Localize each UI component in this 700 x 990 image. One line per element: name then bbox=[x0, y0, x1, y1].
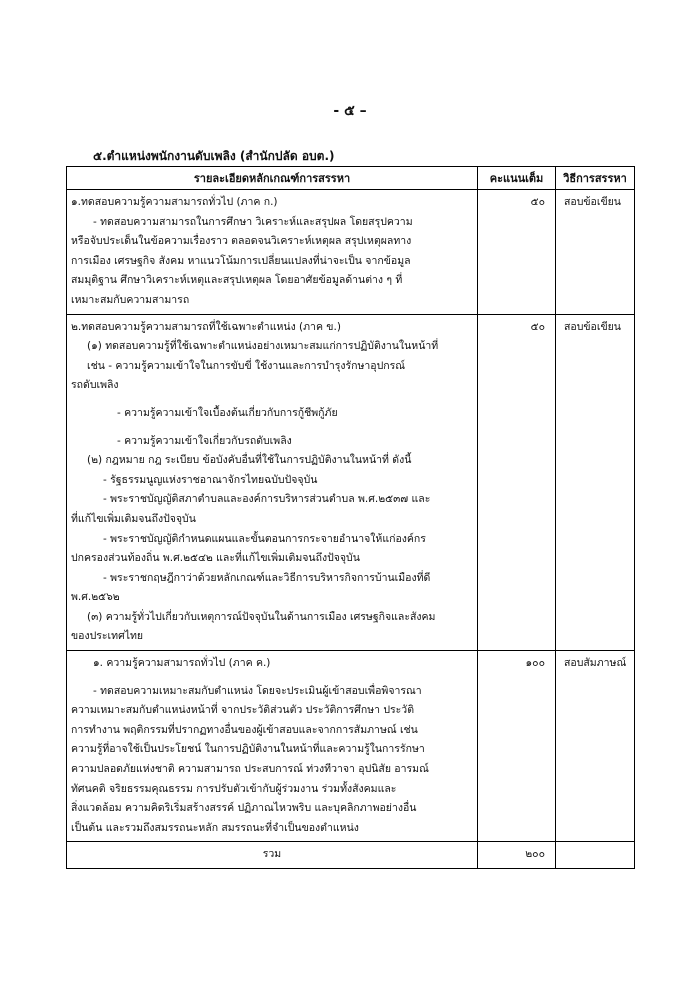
part-c-line: ความเหมาะสมกับตำแหน่งหน้าที่ จากประวัติส่วนตัว ประวัติการศึกษา ประวัติ bbox=[71, 704, 415, 717]
part-a-line: - ทดสอบความสามารถในการศึกษา วิเคราะห์และสรุปผล โดยสรุปความ bbox=[93, 215, 413, 228]
part-b-item1-line: รถดับเพลิง bbox=[71, 379, 119, 392]
table-row-part-a bbox=[67, 190, 635, 315]
part-b-score: ๕๐ bbox=[478, 314, 556, 651]
header-method: วิธีการสรรหา bbox=[556, 167, 635, 190]
total-score: ๒๐๐ bbox=[478, 842, 556, 869]
table-row-part-b bbox=[67, 314, 635, 651]
part-b-bullet: - ความรู้ความเข้าใจเบื้องต้นเกี่ยวกับการกู้ชีพกู้ภัย bbox=[117, 406, 338, 419]
part-c-title: ๑. ความรู้ความสามารถทั่วไป (ภาค ค.) bbox=[93, 657, 271, 670]
part-c-line: ความรู้ที่อาจใช้เป็นประโยชน์ ในการปฏิบัติงานในหน้าที่และความรู้ในการรักษา bbox=[71, 743, 425, 756]
part-a-title: ๑.ทดสอบความรู้ความสามารถทั่วไป (ภาค ก.) bbox=[71, 196, 278, 208]
part-b-item2-line: พ.ศ.๒๕๖๒ bbox=[71, 591, 120, 604]
part-a-line: สมมุติฐาน ศึกษาวิเคราะห์เหตุและสรุปเหตุผล โดยอาศัยข้อมูลด้านต่าง ๆ ที่ bbox=[71, 274, 403, 287]
header-full-score: คะแนนเต็ม bbox=[478, 167, 556, 190]
part-b-item2-line: - พระราชบัญญัติสภาตำบลและองค์การบริหารส่วนตำบล พ.ศ.๒๕๓๗ และ bbox=[103, 493, 431, 506]
part-b-item2-line: - พระราชบัญญัติกำหนดแผนและขั้นตอนการกระจายอำนาจให้แก่องค์กร bbox=[103, 532, 426, 545]
part-b-bullet: - ความรู้ความเข้าใจเกี่ยวกับรถดับเพลิง bbox=[117, 434, 292, 447]
part-b-item1-line: (๑) ทดสอบความรู้ที่ใช้เฉพาะตำแหน่งอย่างเหมาะสมแก่การปฏิบัติงานในหน้าที่ bbox=[87, 340, 439, 353]
part-c-method: สอบสัมภาษณ์ bbox=[556, 651, 635, 842]
part-c-line: - ทดสอบความเหมาะสมกับตำแหน่ง โดยจะประเมินผู้เข้าสอบเพื่อพิจารณา bbox=[93, 684, 422, 697]
part-b-item1-line: เช่น - ความรู้ความเข้าใจในการขับขี่ ใช้งานและการบำรุงรักษาอุปกรณ์ bbox=[87, 359, 406, 372]
part-b-method: สอบข้อเขียน bbox=[556, 314, 635, 651]
total-label: รวม bbox=[67, 842, 478, 869]
part-a-method: สอบข้อเขียน bbox=[556, 190, 635, 315]
section-title: ๕.ตำแหน่งพนักงานดับเพลิง (สำนักปลัด อบต.) bbox=[93, 149, 335, 163]
part-c-line: ทัศนคติ จริยธรรมคุณธรรม การปรับตัวเข้ากับผู้ร่วมงาน ร่วมทั้งสังคมและ bbox=[71, 782, 397, 795]
part-b-item3-line: (๓) ความรู้ทั่วไปเกี่ยวกับเหตุการณ์ปัจจุบันในด้านการเมือง เศรษฐกิจและสังคม bbox=[87, 610, 436, 623]
part-a-line: หรือจับประเด็นในข้อความเรื่องราว ตลอดจนวิเคราะห์เหตุผล สรุปเหตุผลทาง bbox=[71, 235, 412, 248]
part-c-line: สิ่งแวดล้อม ความคิดริเริ่มสร้างสรรค์ ปฏิภาณไหวพริบ และบุคลิกภาพอย่างอื่น bbox=[71, 802, 417, 815]
part-a-line: เหมาะสมกับความสามารถ bbox=[71, 293, 190, 306]
part-a-line: การเมือง เศรษฐกิจ สังคม หาแนวโน้มการเปลี่ยนแปลงที่น่าจะเป็น จากข้อมูล bbox=[71, 254, 411, 267]
table-row-part-c bbox=[67, 651, 635, 842]
table-header-row bbox=[67, 167, 635, 190]
table-row-total bbox=[67, 842, 635, 869]
part-b-title: ๒.ทดสอบความรู้ความสามารถที่ใช้เฉพาะตำแหน่ง (ภาค ข.) bbox=[71, 320, 341, 333]
part-c-line: ความปลอดภัยแห่งชาติ ความสามารถ ประสบการณ์ ท่วงทีวาจา อุปนิสัย อารมณ์ bbox=[71, 763, 429, 776]
part-a-details bbox=[67, 190, 478, 315]
part-c-line: เป็นต้น และรวมถึงสมรรถนะหลัก สมรรถนะที่จำเป็นของตำแหน่ง bbox=[71, 821, 359, 834]
part-b-item3-line: ของประเทศไทย bbox=[71, 630, 144, 643]
total-method-empty bbox=[556, 842, 635, 869]
part-c-score: ๑๐๐ bbox=[478, 651, 556, 842]
part-a-score: ๕๐ bbox=[478, 190, 556, 315]
part-b-item2-title: (๒) กฎหมาย กฎ ระเบียบ ข้อบังคับอื่นที่ใช้ในการปฏิบัติงานในหน้าที่ ดังนี้ bbox=[87, 454, 412, 467]
part-c-details bbox=[67, 651, 478, 842]
page-number: - ๕ – bbox=[333, 103, 367, 119]
part-b-details bbox=[67, 314, 478, 651]
part-b-item2-line: - พระราชกฤษฎีกาว่าด้วยหลักเกณฑ์และวิธีการบริหารกิจการบ้านเมืองที่ดี bbox=[103, 571, 431, 584]
part-b-item2-line: ที่แก้ไขเพิ่มเติมจนถึงปัจจุบัน bbox=[71, 512, 196, 525]
criteria-table bbox=[66, 166, 635, 869]
part-c-line: การทำงาน พฤติกรรมที่ปรากฏทางอื่นของผู้เข้าสอบและจากการสัมภาษณ์ เช่น bbox=[71, 723, 418, 736]
header-criteria: รายละเอียดหลักเกณฑ์การสรรหา bbox=[67, 167, 478, 190]
part-b-item2-line: - รัฐธรรมนูญแห่งราชอาณาจักรไทยฉบับปัจจุบัน bbox=[103, 473, 318, 486]
part-b-item2-line: ปกครองส่วนท้องถิ่น พ.ศ.๒๕๔๒ และที่แก้ไขเพิ่มเติมจนถึงปัจจุบัน bbox=[71, 552, 360, 565]
